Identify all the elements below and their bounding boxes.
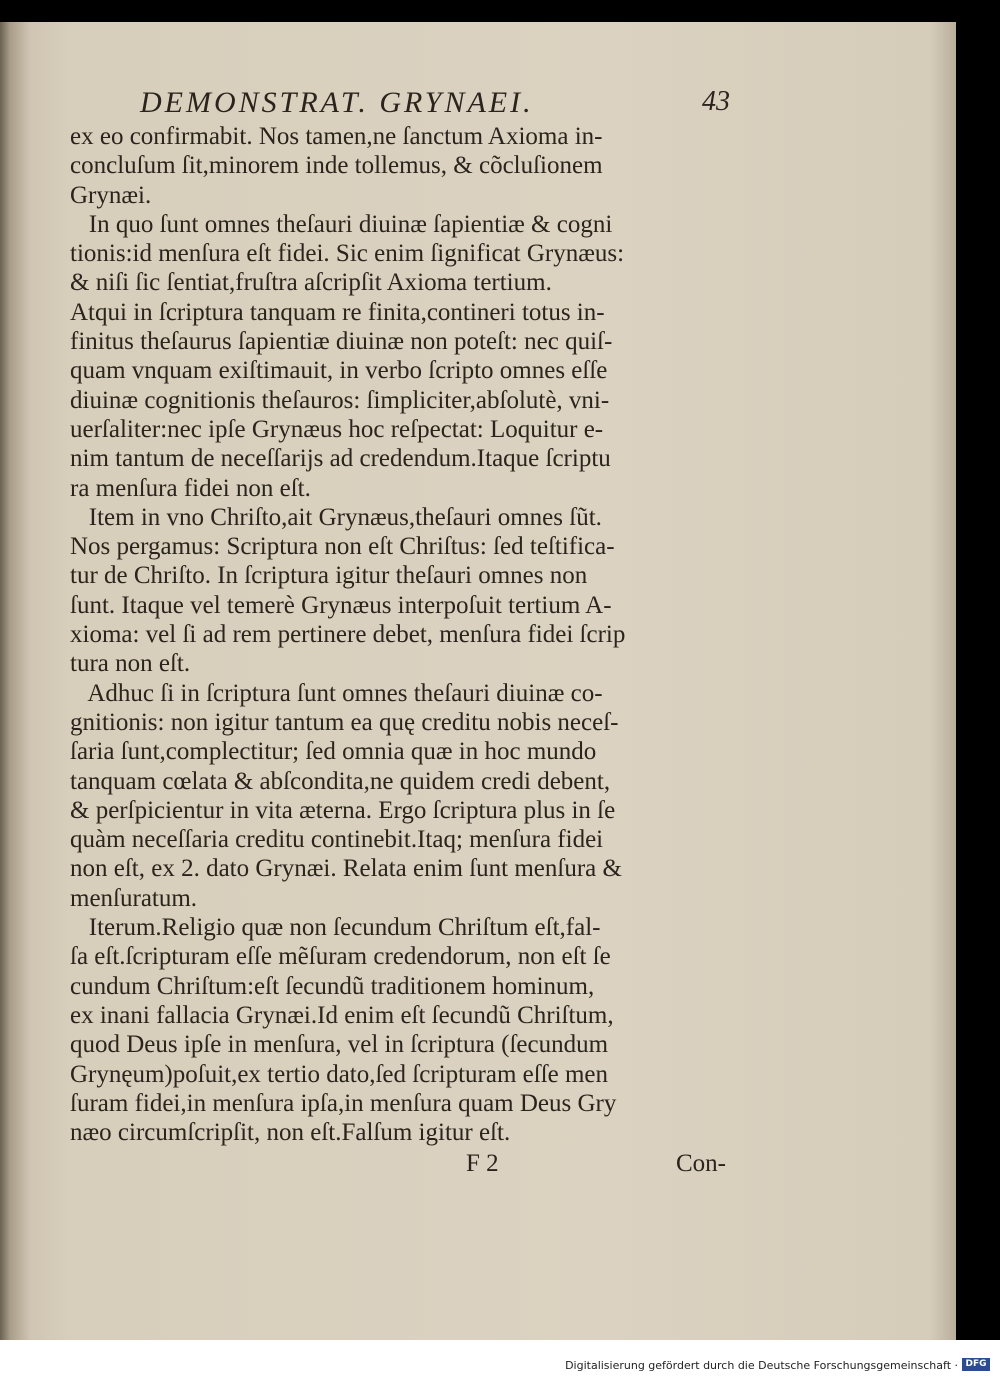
dfg-logo: DFG [962,1358,990,1371]
book-page [0,22,956,1340]
page-header [140,86,740,126]
text-line: Nos pergamus: Scriptura non eſt Chriſtus: ſed teſtifica- [70,533,615,561]
text-line: quod Deus ipſe in menſura, vel in ſcriptura (ſecundum [70,1031,609,1059]
text-line: & perſpicientur in vita æterna. Ergo ſcriptura plus in ſe [70,796,616,824]
text-line: ſaria ſunt,complectitur; ſed omnia quæ in hoc mundo [70,738,597,766]
text-line: uerſaliter:nec ipſe Grynæus hoc reſpectat: Loquitur e- [70,415,604,443]
text-line: Grynæi. [70,181,152,209]
text-line: tura non eſt. [70,650,191,678]
text-line: quàm neceſſaria creditu continebit.Itaq; menſura fidei [70,826,604,854]
text-line: næo circumſcripſit, non eſt.Falſum igitur eſt. [70,1119,511,1147]
text-line: Grynęum)poſuit,ex tertio dato,ſed ſcripturam eſſe men [70,1060,609,1088]
text-line: ra menſura fidei non eſt. [70,474,311,502]
text-line: Iterum.Religio quæ non ſecundum Chriſtum eſt,fal- [70,914,601,942]
text-line: Adhuc ſi in ſcriptura ſunt omnes theſauri diuinæ co- [70,679,603,707]
text-line: tionis:id menſura eſt fidei. Sic enim ſignificat Grynæus: [70,240,625,268]
text-line: Atqui in ſcriptura tanquam re finita,contineri totus in- [70,298,605,326]
page-footer [0,1150,956,1190]
text-line: nim tantum de neceſſarijs ad credendum.Itaque ſcriptu [70,445,611,473]
funding-credit: Digitalisierung gefördert durch die Deutsche Forschungsgemeinschaft · [565,1359,958,1372]
text-line: & niſi ſic ſentiat,fruſtra aſcripſit Axioma tertium. [70,269,552,297]
text-line: cundum Chriſtum:eſt ſecundũ traditionem hominum, [70,972,595,1000]
text-line: non eſt, ex 2. dato Grynæi. Relata enim ſunt menſura & [70,855,622,883]
text-line: ex inani fallacia Grynæi.Id enim eſt ſecundũ Chriſtum, [70,1001,614,1029]
text-line: ex eo confirmabit. Nos tamen,ne ſanctum Axioma in- [70,123,603,150]
signature-mark: F 2 [466,1150,499,1177]
text-line: diuinæ cognitionis theſauros: ſimpliciter,abſolutè, vni- [70,386,610,414]
text-line: tanquam cœlata & abſcondita,ne quidem credi debent, [70,767,611,795]
text-line: menſuratum. [70,884,198,912]
text-line: In quo ſunt omnes theſauri diuinæ ſapientiæ & cogni [70,210,613,238]
text-line: ſunt. Itaque vel temerè Grynæus interpoſuit tertium A- [70,591,612,619]
text-line: xioma: vel ſi ad rem pertinere debet, menſura fidei ſcrip [70,621,626,649]
text-line: finitus theſaurus ſapientiæ diuinæ non poteſt: nec quiſ- [70,328,613,356]
text-line: ſuram fidei,in menſura ipſa,in menſura quam Deus Gry [70,1089,617,1117]
text-line: concluſum ſit,minorem inde tollemus, & cõcluſionem [70,152,603,180]
catchword: Con- [676,1150,726,1177]
page-number: 43 [702,86,730,117]
running-title: DEMONSTRAT. GRYNAEI. [140,86,534,119]
text-line: Item in vno Chriſto,ait Grynæus,theſauri omnes ſũt. [70,503,602,531]
credit-bar [0,1340,1000,1378]
text-line: quam vnquam exiſtimauit, in verbo ſcripto omnes eſſe [70,357,608,385]
text-line: gnitionis: non igitur tantum ea quę creditu nobis neceſ- [70,708,619,736]
body-text [70,122,750,1147]
text-line: ſa eſt.ſcripturam eſſe mẽſuram credendorum, non eſt ſe [70,943,611,971]
text-line: tur de Chriſto. In ſcriptura igitur theſauri omnes non [70,562,588,590]
